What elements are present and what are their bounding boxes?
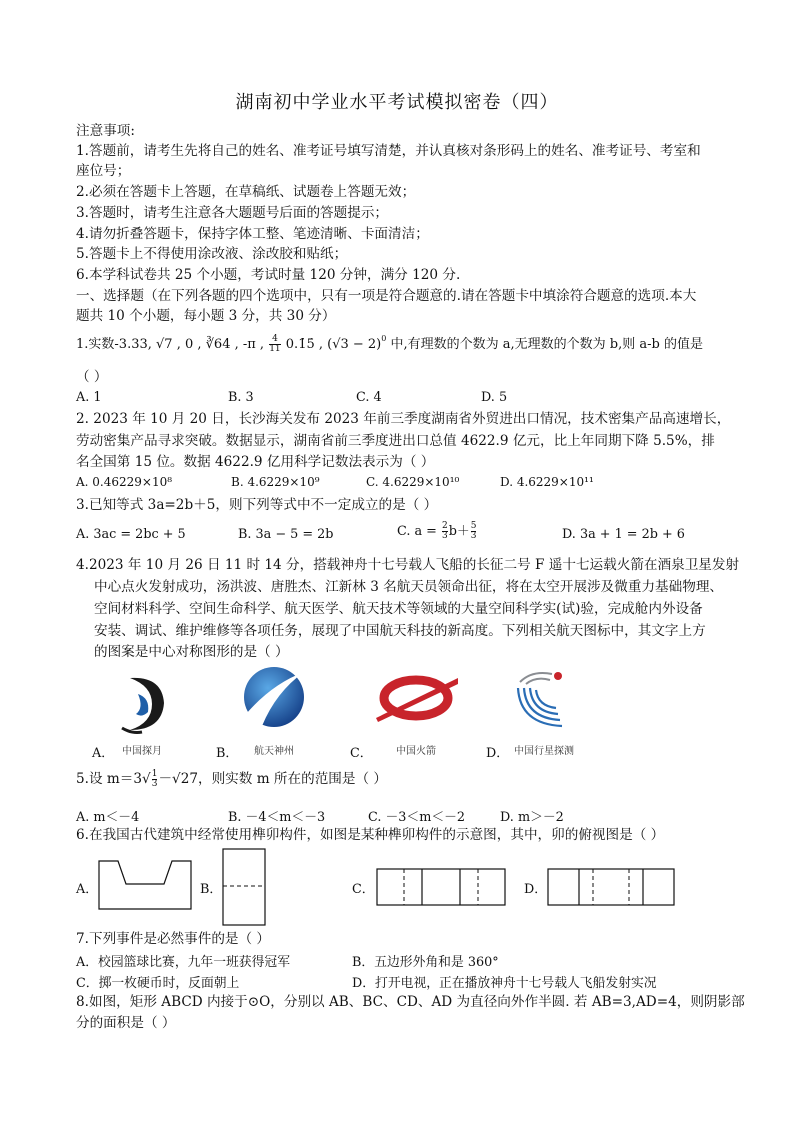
notice-heading: 注意事项: xyxy=(76,123,135,139)
q4-caption-a: 中国探月 xyxy=(122,746,162,757)
q4-option-b[interactable]: B． xyxy=(216,746,239,761)
q6-figure-b xyxy=(222,848,266,926)
q1-math: √7 , 0 , ∛64 , -π , $\frac{4}{11}$ 0.1̇5̇ , $(√3 - 2)^0$ xyxy=(156,334,387,354)
page-title: 湖南初中学业水平考试模拟密卷（四） xyxy=(235,92,559,113)
q1-option-d[interactable]: D. 5 xyxy=(481,390,508,405)
notice-item: 4.请勿折叠答题卡，保持字体工整、笔迹清晰、卡面清洁； xyxy=(76,226,429,242)
q7-option-c[interactable]: C．掷一枚硬币时，反面朝上 xyxy=(76,976,240,991)
q6-option-c[interactable]: C． xyxy=(352,882,375,897)
q3-option-d[interactable]: D. 3a + 1 = 2b + 6 xyxy=(562,527,685,542)
q4-caption-c: 中国火箭 xyxy=(396,746,436,757)
notice-item: 座位号； xyxy=(76,163,131,179)
q4-caption-d: 中国行星探测 xyxy=(514,746,574,757)
q4-option-c[interactable]: C． xyxy=(350,746,373,761)
q6-option-d[interactable]: D． xyxy=(524,882,548,897)
q4-option-a[interactable]: A． xyxy=(92,746,115,761)
notice-item: 6.本学科试卷共 25 个小题，考试时量 120 分钟，满分 120 分. xyxy=(76,267,461,283)
q4-caption-b: 航天神州 xyxy=(254,746,294,757)
q2-option-c[interactable]: C. 4.6229×10¹⁰ xyxy=(366,475,460,489)
q3-option-c[interactable]: C. a = $\frac{2}{3}$ b＋ $\frac{5}{3}$ xyxy=(397,521,477,541)
logo-china-rocket xyxy=(374,674,460,724)
q1-answer-paren: （ ） xyxy=(76,369,108,385)
q2-stem: 名全国第 15 位。数据 4622.9 亿用科学记数法表示为（ ） xyxy=(76,454,435,470)
q8-stem-cont: 分的面积是（ ） xyxy=(76,1015,176,1031)
q2-stem: 2. 2023 年 10 月 20 日，长沙海关发布 2023 年前三季度湖南省外贸进出口情况，技术密集产品高速增长， xyxy=(76,411,731,427)
q3-option-b[interactable]: B. 3a − 5 = 2b xyxy=(238,527,334,542)
q2-stem: 劳动密集产品寻求突破。数据显示，湖南省前三季度进出口总值 4622.9 亿元，比上年同期下降 5.5%，排 xyxy=(76,433,715,449)
q5-option-d[interactable]: D. m＞－2 xyxy=(500,810,564,825)
q7-option-d[interactable]: D．打开电视，正在播放神舟十七号载人飞船发射实况 xyxy=(352,976,657,991)
q1-option-c[interactable]: C. 4 xyxy=(356,390,382,405)
q8-stem: 8.如图，矩形 ABCD 内接于⊙O，分别以 AB、BC、CD、AD 为直径向外作半圆. 若 AB=3,AD=4，则阴影部 xyxy=(76,994,745,1010)
q6-figure-d xyxy=(547,868,675,906)
q5-option-b[interactable]: B. －4＜m＜－3 xyxy=(228,810,326,825)
q5-math: √ $\frac{1}{3}$ －√27 xyxy=(142,769,198,789)
q4-stem: 安装、调试、维护维修等各项任务，展现了中国航天科技的新高度。下列相关航天图标中，其文字上方 xyxy=(94,623,706,639)
notice-item: 2.必须在答题卡上答题，在草稿纸、试题卷上答题无效； xyxy=(76,184,416,200)
q7-option-a[interactable]: A．校园篮球比赛，九年一班获得冠军 xyxy=(76,955,290,970)
q3-option-a[interactable]: A. 3ac = 2bc + 5 xyxy=(76,527,186,542)
notice-item: 5.答题卡上不得使用涂改液、涂改胶和贴纸； xyxy=(76,246,348,262)
question-1-stem xyxy=(76,335,703,355)
q5-stem: 5.设 m＝3√ $\frac{1}{3}$ －√27，则实数 m 所在的范围是（ ） xyxy=(76,769,387,789)
q3-stem: 3.已知等式 3a=2b＋5，则下列等式中不一定成立的是（ ） xyxy=(76,497,438,513)
q6-option-a[interactable]: A． xyxy=(76,882,99,897)
q1-option-a[interactable]: A. 1 xyxy=(76,390,102,405)
notice-item: 1.答题前，请考生先将自己的姓名、准考证号填写清楚，并认真核对条形码上的姓名、准考证号、考室和 xyxy=(76,143,701,159)
section-heading-cont: 题共 10 个小题，每小题 3 分，共 30 分） xyxy=(76,308,336,324)
q2-option-a[interactable]: A. 0.46229×10⁸ xyxy=(76,475,173,489)
q1-option-b[interactable]: B. 3 xyxy=(228,390,254,405)
q6-option-b[interactable]: B． xyxy=(200,882,223,897)
logo-shenzhou xyxy=(242,664,308,730)
q6-figure-a xyxy=(98,860,192,910)
q5-option-c[interactable]: C. －3＜m＜－2 xyxy=(368,810,466,825)
q7-stem: 7.下列事件是必然事件的是（ ） xyxy=(76,931,271,947)
q1-prefix: 1.实数-3.33, xyxy=(76,337,152,352)
q6-stem: 6.在我国古代建筑中经常使用榫卯构件，如图是某种榫卯构件的示意图，其中，卯的俯视图是（ ） xyxy=(76,827,665,843)
notice-item: 3.答题时，请考生注意各大题题号后面的答题提示； xyxy=(76,205,389,221)
section-heading: 一、选择题（在下列各题的四个选项中，只有一项是符合题意的.请在答题卡中填涂符合题意的选项.本大 xyxy=(76,288,697,304)
q7-option-b[interactable]: B．五边形外角和是 360° xyxy=(352,955,499,970)
q6-figure-c xyxy=(376,868,506,906)
q2-option-b[interactable]: B. 4.6229×10⁹ xyxy=(231,475,320,489)
q5-option-a[interactable]: A. m＜－4 xyxy=(76,810,140,825)
q4-option-d[interactable]: D． xyxy=(486,746,510,761)
q4-stem: 的图案是中心对称图形的是（ ） xyxy=(94,644,289,660)
logo-china-lunar xyxy=(112,668,172,738)
q2-option-d[interactable]: D. 4.6229×10¹¹ xyxy=(500,475,594,489)
logo-planetary-exploration xyxy=(512,668,572,730)
q4-stem: 4.2023 年 10 月 26 日 11 时 14 分，搭载神舟十七号载人飞船的长征二号 F 遥十七运载火箭在酒泉卫星发射 xyxy=(76,557,740,573)
q1-tail: 中,有理数的个数为 a,无理数的个数为 b,则 a-b 的值是 xyxy=(390,337,703,352)
q4-stem: 中心点火发射成功，汤洪波、唐胜杰、江新林 3 名航天员领命出征，将在太空开展涉及微重力基础物理、 xyxy=(94,579,724,595)
q4-stem: 空间材料科学、空间生命科学、航天医学、航天技术等领域的大量空间科学实(试)验，完成舱内外设备 xyxy=(94,601,703,617)
